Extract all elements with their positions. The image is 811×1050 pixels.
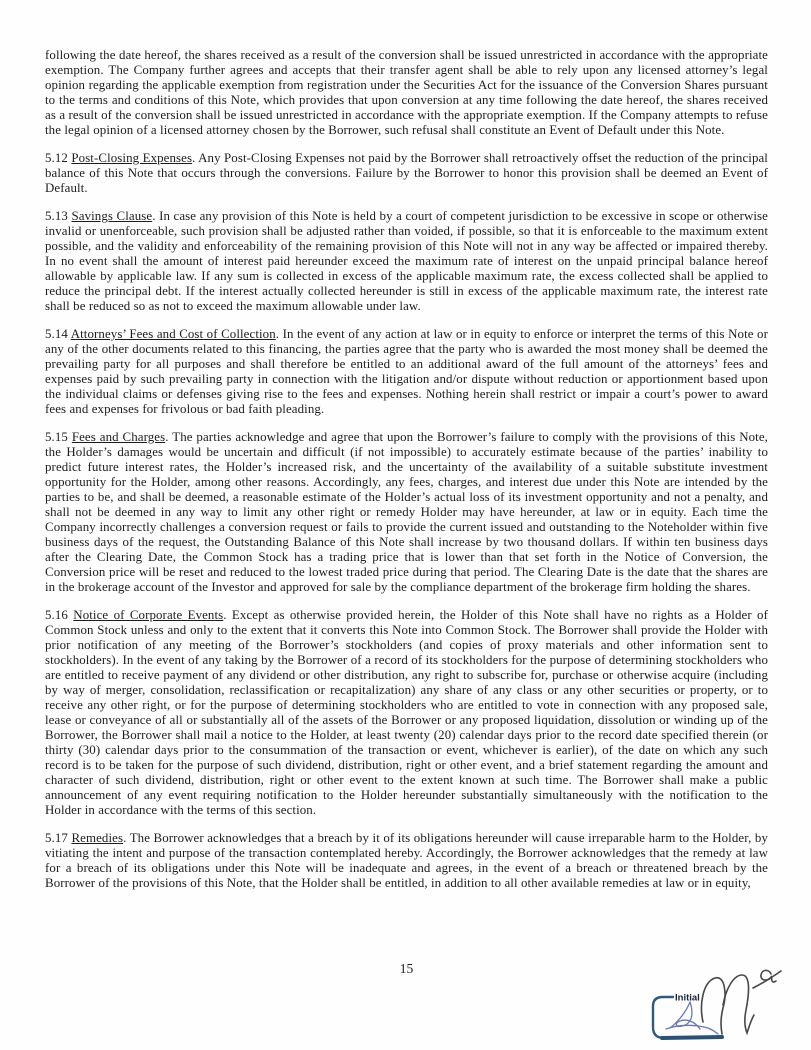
paragraph-body: following the date hereof, the shares received as a result of the conversion shall be issued unrestricted in accordance with the appropriate exemption. The Company further agrees and accepts that their transfer agent shall be able to rely upon any licensed attorney’s legal opinion regarding the applicable exemption from registration under the Securities Act for the issuance of the Conversion Shares pursuant to the terms and conditions of this Note, which provides that upon conversion at any time following the date hereof, the shares received as a result of the conversion shall be issued unrestricted in accordance with the appropriate exemption. If the Company attempts to refuse the legal opinion of a licensed attorney chosen by the Borrower, such refusal shall constitute an Event of Default under this Note. — [45, 48, 768, 137]
signature-graphics — [640, 950, 811, 1050]
section-heading: Fees and Charges — [71, 430, 166, 444]
initial-signature-block — [640, 950, 811, 1050]
section-body: In case any provision of this Note is held by a court of competent jurisdiction to be excessive in scope or otherwise invalid or unenforceable, such provision shall be adjusted rather than voided, if possible, so that it is enforceable to the maximum extent possible, and the validity and enforceability of the remaining provision of this Note will not in any way be affected or impaired thereby. In no event shall the amount of interest paid hereunder exceed the maximum rate of interest on the unpaid principal balance hereof allowable by applicable law. If any sum is collected in excess of the applicable maximum rate, the excess collected shall be applied to reduce the principal debt. If the interest actually collected hereunder is still in excess of the applicable maximum rate, the interest rate shall be reduced so as not to exceed the maximum allowable under law. — [45, 209, 768, 313]
section-5-15 — [45, 430, 768, 595]
section-5-17 — [45, 831, 768, 891]
page-content — [45, 48, 768, 904]
page-number: 15 — [399, 961, 414, 976]
section-separator: . — [123, 831, 130, 845]
section-body: Except as otherwise provided herein, the Holder of this Note shall have no rights as a Holder of Common Stock unless and only to the extent that it converts this Note into Common Stock. The Borrower shall provide the Holder with prior notification of any meeting of the Borrower’s stockholders (and copies of proxy materials and other information sent to stockholders). In the event of any taking by the Borrower of a record of its stockholders for the purpose of determining stockholders who are entitled to receive payment of any dividend or other distribution, any right to subscribe for, purchase or otherwise acquire (including by way of merger, consolidation, reclassification or recapitalization) any share of any class or any other securities or property, or to receive any other right, or for the purpose of determining stockholders who are entitled to vote in connection with any proposed sale, lease or conveyance of all or substantially all of the assets of the Borrower or any proposed liquidation, dissolution or winding up of the Borrower, the Borrower shall mail a notice to the Holder, at least twenty (20) calendar days prior to the record date specified therein (or thirty (30) calendar days prior to the consummation of the transaction or event, whichever is earlier), of the date on which any such record is to be taken for the purpose of such dividend, distribution, right or other event, and a brief statement regarding the amount and character of such dividend, distribution, right or other event to the extent known at such time. The Borrower shall make a public announcement of any event requiring notification to the Holder hereunder substantially simultaneously with the notification to the Holder in accordance with the terms of this section. — [45, 608, 768, 817]
section-body: In the event of any action at law or in equity to enforce or interpret the terms of this Note or any of the other documents related to this financing, the parties agree that the party who is awarded the most money shall be deemed the prevailing party for all purposes and shall therefore be entitled to an additional award of the full amount of the attorneys’ fees and expenses paid by such prevailing party in connection with the litigation and/or dispute without reduction or apportionment based upon the individual claims or defenses giving rise to the fees and expenses. Nothing herein shall restrict or impair a court’s power to award fees and expenses for frivolous or bad faith pleading. — [45, 327, 768, 416]
section-body: The parties acknowledge and agree that upon the Borrower’s failure to comply with the provisions of this Note, the Holder’s damages would be uncertain and difficult (if not impossible) to accurately estimate because of the parties’ inability to predict future interest rates, the Holder’s increased risk, and the uncertainty of the availability of a suitable substitute investment opportunity for the Holder, among other reasons. Accordingly, any fees, charges, and interest due under this Note are intended by the parties to be, and shall be deemed, a reasonable estimate of the Holder’s actual loss of its investment opportunity and not a penalty, and shall not be deemed in any way to limit any other right or remedy Holder may have hereunder, at law or in equity. Each time the Company incorrectly challenges a conversion request or fails to provide the current issued and outstanding to the Noteholder within five business days of the request, the Outstanding Balance of this Note shall increase by two thousand dollars. If within ten business days after the Clearing Date, the Common Stock has a trading price that is lower than that set forth in the Notice of Conversion, the Conversion price will be reset and reduced to the lowest traded price during that period. The Clearing Date is the date that the shares are in the brokerage account of the Investor and approved for sale by the compliance department of the brokerage firm holding the shares. — [45, 430, 768, 594]
section-heading: Attorneys’ Fees and Cost of Collection — [70, 327, 276, 341]
monogram-signature — [702, 970, 782, 1034]
section-5-12 — [45, 151, 768, 196]
section-number: 5.15 — [45, 430, 68, 444]
handwritten-initial — [666, 1002, 718, 1034]
section-number: 5.17 — [45, 831, 68, 845]
initial-box-bottom-edge — [662, 1037, 722, 1038]
section-heading: Notice of Corporate Events — [73, 608, 224, 622]
section-5-16 — [45, 608, 768, 818]
section-5-13 — [45, 209, 768, 314]
section-body: Any Post-Closing Expenses not paid by the Borrower shall retroactively offset the reduction of the principal balance of this Note that occurs through the conversions. Failure by the Borrower to honor this provision shall be deemed an Event of Default. — [45, 151, 768, 195]
section-body: The Borrower acknowledges that a breach by it of its obligations hereunder will cause irreparable harm to the Holder, by vitiating the intent and purpose of the transaction contemplated hereby. Accordingly, the Borrower acknowledges that the remedy at law for a breach of its obligations under this Note will be inadequate and agrees, in the event of a breach or threatened breach by the Borrower of the provisions of this Note, that the Holder shall be entitled, in addition to all other available remedies at law or in equity, — [45, 831, 768, 890]
section-number: 5.14 — [45, 327, 68, 341]
initial-label: Initial — [675, 992, 700, 1004]
paragraph-continuation — [45, 48, 768, 138]
section-separator: . — [165, 430, 173, 444]
section-separator: . — [275, 327, 283, 341]
section-number: 5.13 — [45, 209, 68, 223]
section-separator: . — [152, 209, 160, 223]
section-5-14 — [45, 327, 768, 417]
section-heading: Post-Closing Expenses — [71, 151, 193, 165]
section-number: 5.12 — [45, 151, 68, 165]
section-heading: Savings Clause — [71, 209, 153, 223]
section-separator: . — [223, 608, 232, 622]
section-separator: . — [192, 151, 199, 165]
section-number: 5.16 — [45, 608, 68, 622]
section-heading: Remedies — [71, 831, 124, 845]
